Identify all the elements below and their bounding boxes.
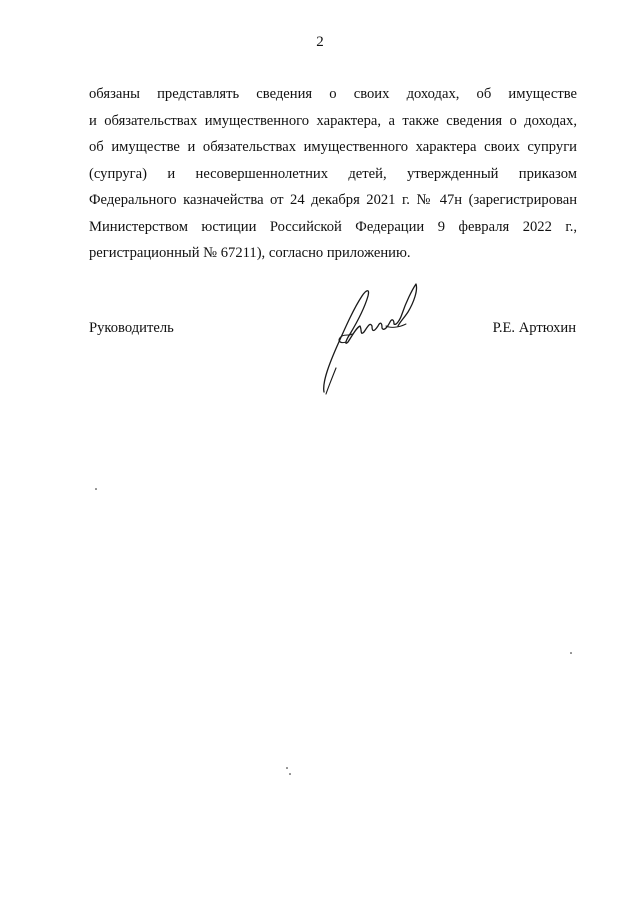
body-line: Федерального казначейства от 24 декабря 2021 г. № 47н (зарегистрирован — [89, 192, 577, 208]
signatory-role: Руководитель — [89, 320, 174, 336]
body-line: Министерством юстиции Российской Федерации 9 февраля 2022 г., — [89, 218, 577, 235]
body-paragraph — [89, 81, 577, 267]
scan-speck — [95, 488, 97, 490]
signatory-name: Р.Е. Артюхин — [492, 320, 576, 336]
body-line: и обязательствах имущественного характера, а также сведения о доходах, — [89, 112, 577, 129]
body-line: обязаны представлять сведения о своих доходах, об имуществе — [89, 86, 577, 102]
scan-speck — [289, 773, 291, 775]
scan-speck — [286, 767, 288, 769]
body-line: регистрационный № 67211), согласно приложению. — [89, 245, 411, 261]
scan-speck — [570, 652, 572, 654]
body-line: (супруга) и несовершеннолетних детей, утвержденный приказом — [89, 165, 577, 182]
page-number: 2 — [316, 34, 324, 50]
body-line: об имуществе и обязательствах имущественного характера своих супруги — [89, 139, 577, 155]
handwritten-signature — [316, 282, 426, 397]
